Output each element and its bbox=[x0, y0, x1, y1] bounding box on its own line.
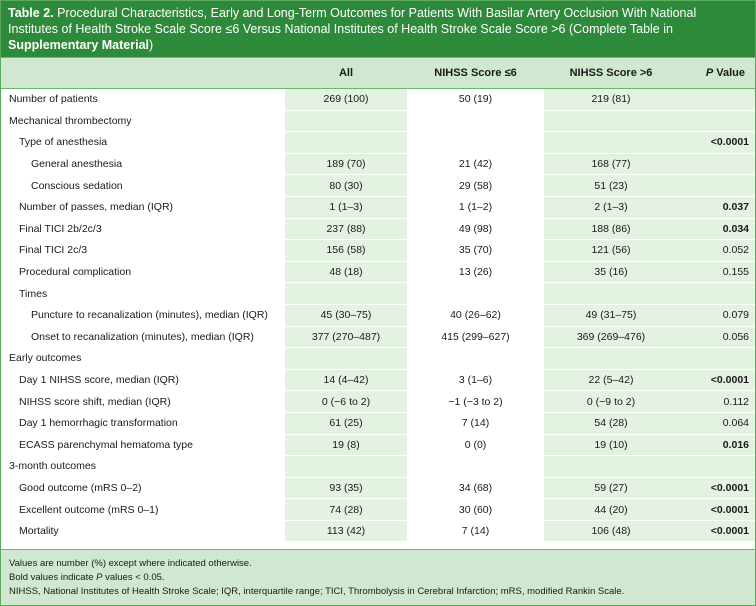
cell-nihss-low: 21 (42) bbox=[407, 153, 544, 175]
cell-nihss-high: 188 (86) bbox=[544, 218, 678, 240]
cell-all: 156 (58) bbox=[285, 240, 407, 262]
table-row bbox=[1, 412, 755, 434]
cell-all: 61 (25) bbox=[285, 412, 407, 434]
footnote-bold-p: P bbox=[96, 572, 103, 583]
cell-all: 0 (−6 to 2) bbox=[285, 391, 407, 413]
supplementary-link[interactable]: Supplementary Material bbox=[8, 38, 150, 52]
cell-nihss-high: 121 (56) bbox=[544, 240, 678, 262]
cell-all: 113 (42) bbox=[285, 520, 407, 542]
table-row bbox=[1, 110, 755, 132]
row-label: Puncture to recanalization (minutes), median (IQR) bbox=[1, 304, 285, 326]
table-row bbox=[1, 348, 755, 370]
table-row bbox=[1, 520, 755, 542]
cell-nihss-low bbox=[407, 283, 544, 305]
table-row bbox=[1, 434, 755, 456]
header-label bbox=[1, 58, 285, 89]
cell-p-value bbox=[678, 283, 755, 305]
data-table bbox=[1, 57, 755, 542]
header-nihss-low: NIHSS Score ≤6 bbox=[407, 58, 544, 89]
row-label: General anesthesia bbox=[1, 153, 285, 175]
table-row bbox=[1, 132, 755, 154]
row-label: Number of passes, median (IQR) bbox=[1, 196, 285, 218]
table-row bbox=[1, 499, 755, 521]
cell-p-value bbox=[678, 456, 755, 478]
cell-all: 237 (88) bbox=[285, 218, 407, 240]
table-title-text: Procedural Characteristics, Early and Long-Term Outcomes for Patients With Basilar Artery Occlusion With National Institutes of Health Stroke Scale Score ≤6 Versus National Institutes of Health Stroke Scale Score >6 (Complete Table in bbox=[8, 6, 697, 36]
cell-all: 14 (4–42) bbox=[285, 369, 407, 391]
cell-all bbox=[285, 283, 407, 305]
cell-p-value bbox=[678, 110, 755, 132]
cell-nihss-low: 3 (1–6) bbox=[407, 369, 544, 391]
cell-nihss-low bbox=[407, 456, 544, 478]
table-row bbox=[1, 153, 755, 175]
cell-all: 48 (18) bbox=[285, 261, 407, 283]
cell-all bbox=[285, 110, 407, 132]
cell-p-value: 0.056 bbox=[678, 326, 755, 348]
cell-nihss-high: 19 (10) bbox=[544, 434, 678, 456]
cell-nihss-high: 51 (23) bbox=[544, 175, 678, 197]
table-footnotes bbox=[1, 549, 755, 605]
cell-nihss-low bbox=[407, 132, 544, 154]
cell-p-value: <0.0001 bbox=[678, 477, 755, 499]
cell-nihss-low: −1 (−3 to 2) bbox=[407, 391, 544, 413]
cell-nihss-low: 30 (60) bbox=[407, 499, 544, 521]
footnote-values: Values are number (%) except where indicated otherwise. bbox=[9, 558, 252, 569]
header-row bbox=[1, 58, 755, 89]
row-label: ECASS parenchymal hematoma type bbox=[1, 434, 285, 456]
footnote-bold-pre: Bold values indicate bbox=[9, 572, 97, 583]
cell-nihss-high bbox=[544, 132, 678, 154]
table-title-end: ) bbox=[149, 38, 154, 52]
table-row bbox=[1, 283, 755, 305]
cell-p-value: <0.0001 bbox=[678, 369, 755, 391]
cell-all bbox=[285, 132, 407, 154]
cell-nihss-low: 7 (14) bbox=[407, 412, 544, 434]
cell-all bbox=[285, 348, 407, 370]
cell-p-value: 0.112 bbox=[678, 391, 755, 413]
header-p-rest: Value bbox=[713, 67, 745, 79]
cell-nihss-high: 106 (48) bbox=[544, 520, 678, 542]
cell-nihss-high bbox=[544, 283, 678, 305]
cell-p-value: <0.0001 bbox=[678, 499, 755, 521]
row-label: Day 1 hemorrhagic transformation bbox=[1, 412, 285, 434]
cell-nihss-high bbox=[544, 456, 678, 478]
cell-p-value bbox=[678, 89, 755, 111]
cell-p-value bbox=[678, 348, 755, 370]
cell-nihss-low: 415 (299–627) bbox=[407, 326, 544, 348]
table-title bbox=[1, 1, 755, 57]
row-label: Final TICI 2c/3 bbox=[1, 240, 285, 262]
cell-p-value: 0.064 bbox=[678, 412, 755, 434]
cell-nihss-high: 2 (1–3) bbox=[544, 196, 678, 218]
cell-nihss-low: 35 (70) bbox=[407, 240, 544, 262]
row-label: Good outcome (mRS 0–2) bbox=[1, 477, 285, 499]
cell-p-value bbox=[678, 175, 755, 197]
table-row bbox=[1, 304, 755, 326]
cell-nihss-high: 369 (269–476) bbox=[544, 326, 678, 348]
row-label: Day 1 NIHSS score, median (IQR) bbox=[1, 369, 285, 391]
cell-p-value: <0.0001 bbox=[678, 520, 755, 542]
table-row bbox=[1, 240, 755, 262]
cell-nihss-low: 34 (68) bbox=[407, 477, 544, 499]
cell-nihss-low: 29 (58) bbox=[407, 175, 544, 197]
footnote-abbreviations: NIHSS, National Institutes of Health Stroke Scale; IQR, interquartile range; TICI, Thrombolysis in Cerebral Infarction; mRS, modified Rankin Scale. bbox=[9, 586, 625, 597]
cell-all: 269 (100) bbox=[285, 89, 407, 111]
header-p-value bbox=[678, 58, 755, 89]
cell-p-value: 0.034 bbox=[678, 218, 755, 240]
cell-nihss-low: 49 (98) bbox=[407, 218, 544, 240]
table-row bbox=[1, 196, 755, 218]
table-row bbox=[1, 369, 755, 391]
cell-nihss-high: 0 (−9 to 2) bbox=[544, 391, 678, 413]
row-label: Times bbox=[1, 283, 285, 305]
cell-p-value: 0.037 bbox=[678, 196, 755, 218]
cell-nihss-high: 168 (77) bbox=[544, 153, 678, 175]
cell-nihss-low: 0 (0) bbox=[407, 434, 544, 456]
table-row bbox=[1, 456, 755, 478]
table-row bbox=[1, 326, 755, 348]
row-label: Conscious sedation bbox=[1, 175, 285, 197]
header-p-italic: P bbox=[705, 67, 714, 79]
cell-nihss-high: 44 (20) bbox=[544, 499, 678, 521]
cell-nihss-high: 35 (16) bbox=[544, 261, 678, 283]
row-label: 3-month outcomes bbox=[1, 456, 285, 478]
table-number: Table 2. bbox=[8, 6, 54, 20]
cell-all: 45 (30–75) bbox=[285, 304, 407, 326]
cell-nihss-high: 54 (28) bbox=[544, 412, 678, 434]
row-label: Procedural complication bbox=[1, 261, 285, 283]
cell-nihss-high: 219 (81) bbox=[544, 89, 678, 111]
cell-p-value: 0.016 bbox=[678, 434, 755, 456]
row-label: Final TICI 2b/2c/3 bbox=[1, 218, 285, 240]
table-row bbox=[1, 477, 755, 499]
cell-nihss-low: 13 (26) bbox=[407, 261, 544, 283]
footnote-bold bbox=[9, 571, 747, 585]
cell-nihss-high: 22 (5–42) bbox=[544, 369, 678, 391]
cell-p-value: <0.0001 bbox=[678, 132, 755, 154]
cell-nihss-low: 7 (14) bbox=[407, 520, 544, 542]
row-label: Mortality bbox=[1, 520, 285, 542]
table-row bbox=[1, 89, 755, 111]
row-label: Early outcomes bbox=[1, 348, 285, 370]
row-label: Number of patients bbox=[1, 89, 285, 111]
cell-nihss-low: 1 (1–2) bbox=[407, 196, 544, 218]
cell-p-value: 0.155 bbox=[678, 261, 755, 283]
row-label: NIHSS score shift, median (IQR) bbox=[1, 391, 285, 413]
cell-p-value: 0.052 bbox=[678, 240, 755, 262]
cell-nihss-low: 40 (26–62) bbox=[407, 304, 544, 326]
cell-all bbox=[285, 456, 407, 478]
cell-p-value: 0.079 bbox=[678, 304, 755, 326]
row-label: Mechanical thrombectomy bbox=[1, 110, 285, 132]
cell-all: 80 (30) bbox=[285, 175, 407, 197]
table-row bbox=[1, 391, 755, 413]
row-label: Excellent outcome (mRS 0–1) bbox=[1, 499, 285, 521]
cell-all: 1 (1–3) bbox=[285, 196, 407, 218]
cell-nihss-high bbox=[544, 348, 678, 370]
cell-nihss-low bbox=[407, 348, 544, 370]
cell-nihss-high: 59 (27) bbox=[544, 477, 678, 499]
cell-all: 377 (270–487) bbox=[285, 326, 407, 348]
header-all: All bbox=[285, 58, 407, 89]
header-nihss-high: NIHSS Score >6 bbox=[544, 58, 678, 89]
cell-nihss-high bbox=[544, 110, 678, 132]
cell-all: 189 (70) bbox=[285, 153, 407, 175]
row-label: Type of anesthesia bbox=[1, 132, 285, 154]
table-row bbox=[1, 218, 755, 240]
cell-all: 74 (28) bbox=[285, 499, 407, 521]
cell-p-value bbox=[678, 153, 755, 175]
cell-nihss-low bbox=[407, 110, 544, 132]
cell-all: 93 (35) bbox=[285, 477, 407, 499]
cell-nihss-high: 49 (31–75) bbox=[544, 304, 678, 326]
cell-all: 19 (8) bbox=[285, 434, 407, 456]
footnote-bold-post: values < 0.05. bbox=[102, 572, 165, 583]
table-row bbox=[1, 175, 755, 197]
table-body bbox=[1, 89, 755, 542]
row-label: Onset to recanalization (minutes), median (IQR) bbox=[1, 326, 285, 348]
cell-nihss-low: 50 (19) bbox=[407, 89, 544, 111]
table-row bbox=[1, 261, 755, 283]
